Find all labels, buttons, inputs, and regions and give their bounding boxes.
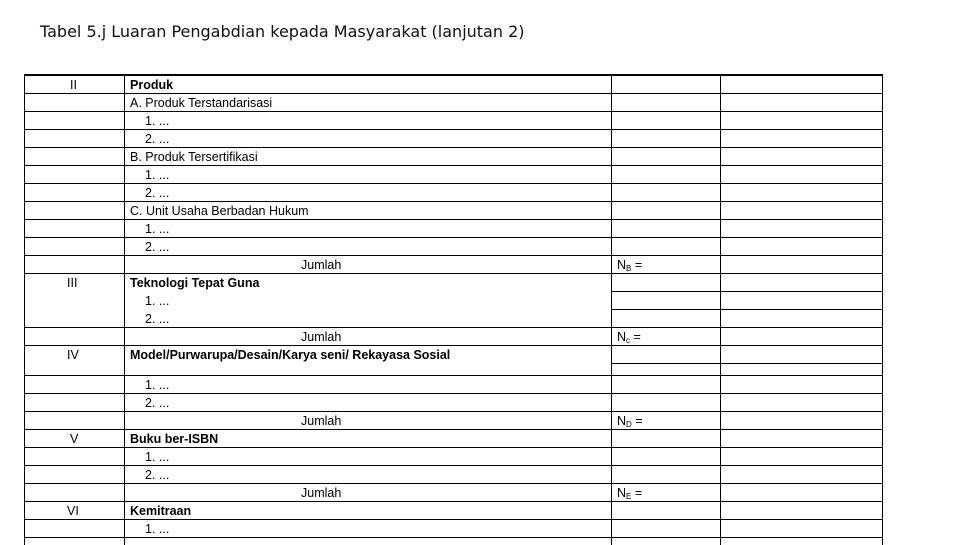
section-heading: Produk bbox=[130, 78, 174, 92]
total-label: Jumlah bbox=[301, 414, 342, 428]
page-title: Tabel 5.j Luaran Pengabdian kepada Masyarakat (lanjutan 2) bbox=[40, 22, 525, 41]
list-item: 2. ... bbox=[145, 396, 170, 410]
column-divider bbox=[124, 75, 125, 545]
list-item: 2. ... bbox=[145, 312, 170, 326]
column-divider bbox=[720, 75, 721, 545]
row-divider bbox=[611, 309, 883, 310]
subcategory-label: B. Produk Tersertifikasi bbox=[130, 150, 258, 164]
table-border-right bbox=[882, 75, 883, 545]
section-number: IV bbox=[67, 348, 79, 362]
list-item: 1. ... bbox=[145, 222, 170, 236]
row-divider bbox=[611, 291, 883, 292]
section-number: II bbox=[70, 78, 77, 92]
list-item: 2. ... bbox=[145, 468, 170, 482]
section-heading: Model/Purwarupa/Desain/Karya seni/ Rekayasa Sosial bbox=[130, 348, 451, 362]
section-heading: Teknologi Tepat Guna bbox=[130, 276, 260, 290]
table-border-left bbox=[24, 75, 25, 545]
list-item: 1. ... bbox=[145, 378, 170, 392]
total-formula: $N_c$ = bbox=[617, 330, 641, 345]
total-formula: $N_B$ = bbox=[617, 258, 643, 273]
section-number: III bbox=[67, 276, 78, 290]
total-formula: $N_D$ = bbox=[617, 414, 643, 429]
total-formula: $N_E$ = bbox=[617, 486, 643, 501]
list-item: 2. ... bbox=[145, 186, 170, 200]
section-number: V bbox=[70, 432, 79, 446]
list-item: 2. ... bbox=[145, 240, 170, 254]
list-item: 2. ... bbox=[145, 132, 170, 146]
section-number: VI bbox=[67, 504, 79, 518]
list-item: 1. ... bbox=[145, 114, 170, 128]
total-label: Jumlah bbox=[301, 486, 342, 500]
section-heading: Kemitraan bbox=[130, 504, 192, 518]
list-item: 1. ... bbox=[145, 294, 170, 308]
column-divider bbox=[611, 75, 612, 545]
list-item: 1. ... bbox=[145, 168, 170, 182]
subcategory-label: C. Unit Usaha Berbadan Hukum bbox=[130, 204, 309, 218]
row-divider bbox=[611, 363, 883, 364]
list-item: 1. ... bbox=[145, 450, 170, 464]
subcategory-label: A. Produk Terstandarisasi bbox=[130, 96, 273, 110]
total-label: Jumlah bbox=[301, 258, 342, 272]
outputs-table bbox=[24, 74, 883, 545]
total-label: Jumlah bbox=[301, 330, 342, 344]
section-heading: Buku ber-ISBN bbox=[130, 432, 219, 446]
list-item: 1. ... bbox=[145, 522, 170, 536]
